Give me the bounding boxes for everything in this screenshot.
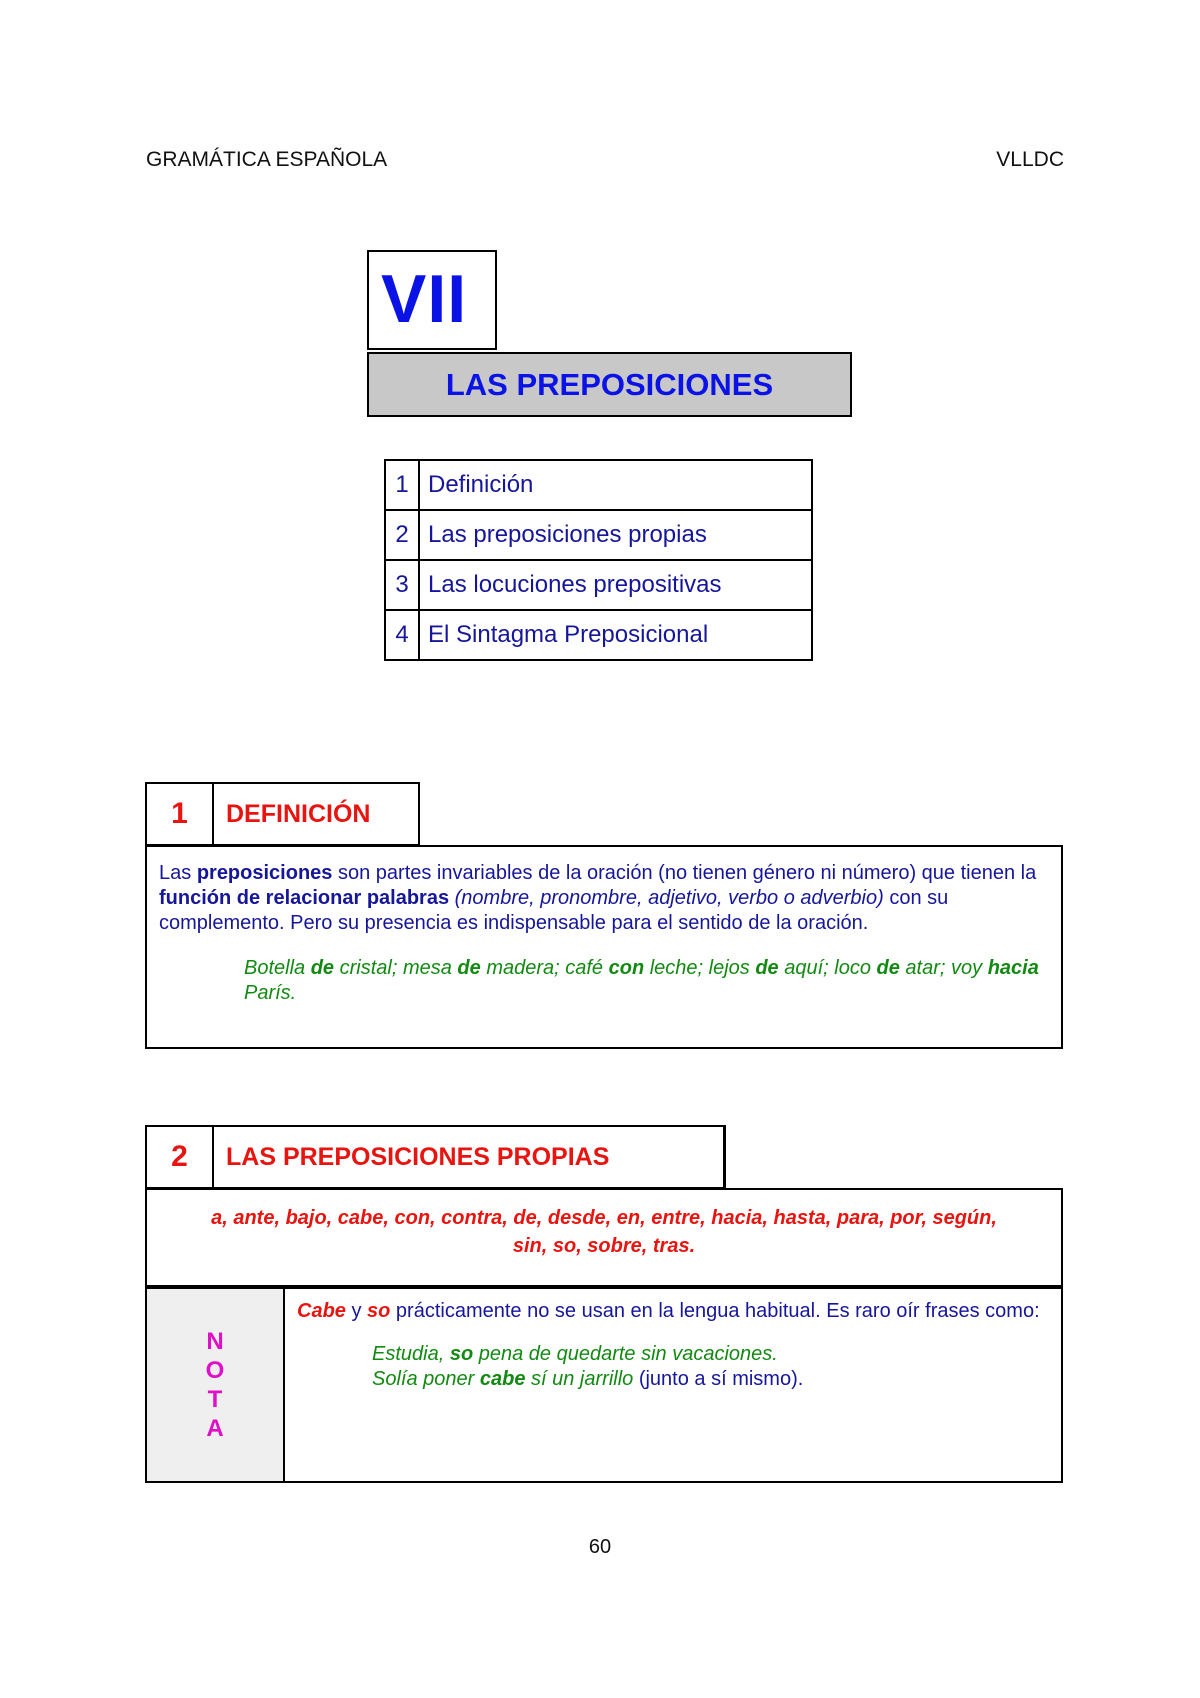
bold-term: cabe bbox=[479, 1368, 526, 1390]
toc-number: 4 bbox=[385, 610, 419, 660]
definition-example bbox=[244, 956, 1049, 1006]
chapter-number-box bbox=[367, 250, 497, 350]
section2-number-box bbox=[145, 1125, 214, 1189]
page-number: 60 bbox=[588, 1536, 612, 1558]
chapter-title: LAS PREPOSICIONES bbox=[445, 366, 774, 402]
toc-label: Las preposiciones propias bbox=[419, 510, 812, 560]
prepositions-list-box bbox=[145, 1188, 1063, 1288]
section2-title-box bbox=[212, 1125, 726, 1189]
text-run: son partes invariables de la oración (no tienen género ni número) que tienen la bbox=[332, 862, 1037, 884]
nota-letter: N bbox=[206, 1328, 224, 1355]
chapter-number: VII bbox=[381, 261, 468, 337]
bold-term: con bbox=[608, 957, 645, 979]
text-run: atar; voy bbox=[899, 957, 988, 979]
bold-term: de bbox=[310, 957, 335, 979]
nota-letter: A bbox=[206, 1415, 224, 1442]
text-run: madera; café bbox=[480, 957, 609, 979]
toc-row bbox=[385, 510, 812, 560]
toc-number: 1 bbox=[385, 460, 419, 510]
nota-box bbox=[145, 1287, 1063, 1483]
toc-label: Las locuciones prepositivas bbox=[419, 560, 812, 610]
text-run: cristal; mesa bbox=[334, 957, 458, 979]
nota-example-1 bbox=[372, 1342, 1049, 1367]
section1-title-box bbox=[212, 782, 420, 846]
gloss-text: (junto a sí mismo). bbox=[633, 1368, 804, 1390]
nota-label bbox=[147, 1289, 285, 1481]
italic-text: (nombre, pronombre, adjetivo, verbo o adverbio) bbox=[449, 887, 884, 909]
toc-row bbox=[385, 460, 812, 510]
text-run: Solía poner bbox=[372, 1368, 480, 1390]
bold-term: función de relacionar palabras bbox=[159, 887, 450, 909]
text-run: leche; lejos bbox=[644, 957, 756, 979]
toc-row bbox=[385, 560, 812, 610]
text-run: París. bbox=[244, 982, 297, 1004]
toc-label: El Sintagma Preposicional bbox=[419, 610, 812, 660]
bold-term: de bbox=[755, 957, 779, 979]
toc-number: 2 bbox=[385, 510, 419, 560]
section2-number: 2 bbox=[171, 1140, 188, 1173]
text-run: pena de quedarte sin vacaciones. bbox=[473, 1343, 778, 1365]
nota-paragraph bbox=[297, 1299, 1049, 1324]
text-run: Botella bbox=[244, 957, 311, 979]
text-run: sí un jarrillo bbox=[525, 1368, 634, 1390]
table-of-contents bbox=[384, 459, 813, 661]
definition-paragraph bbox=[159, 861, 1049, 936]
text-run: Las bbox=[159, 862, 197, 884]
section1-number: 1 bbox=[171, 797, 188, 830]
text-run: con su complemento. Pero su presencia es indispensable para el sentido de la oración. bbox=[159, 887, 949, 934]
bold-term: preposiciones bbox=[196, 862, 333, 884]
nota-content bbox=[285, 1289, 1061, 1481]
text-run: Estudia, bbox=[372, 1343, 450, 1365]
nota-letter: O bbox=[205, 1357, 225, 1384]
prepositions-line-2: sin, so, sobre, tras. bbox=[512, 1235, 696, 1257]
text-run: aquí; loco bbox=[778, 957, 877, 979]
bold-term: so bbox=[449, 1343, 474, 1365]
nota-term-so: so bbox=[367, 1300, 391, 1322]
section1-body bbox=[145, 845, 1063, 1049]
toc-label: Definición bbox=[419, 460, 812, 510]
bold-term: de bbox=[457, 957, 481, 979]
header-left: GRAMÁTICA ESPAÑOLA bbox=[146, 148, 388, 171]
nota-term-cabe: Cabe bbox=[297, 1300, 346, 1322]
nota-example-2 bbox=[372, 1367, 1049, 1392]
toc-number: 3 bbox=[385, 560, 419, 610]
prepositions-line-1: a, ante, bajo, cabe, con, contra, de, desde, en, entre, hacia, hasta, para, por, según, bbox=[211, 1207, 997, 1229]
header-right: VLLDC bbox=[996, 148, 1064, 171]
toc-row bbox=[385, 610, 812, 660]
section2-title: LAS PREPOSICIONES PROPIAS bbox=[226, 1142, 610, 1171]
bold-term: de bbox=[876, 957, 900, 979]
text-run: y bbox=[345, 1300, 368, 1322]
text-run: prácticamente no se usan en la lengua habitual. Es raro oír frases como: bbox=[390, 1300, 1040, 1322]
section1-title: DEFINICIÓN bbox=[226, 799, 371, 828]
nota-examples bbox=[372, 1342, 1049, 1392]
section1-number-box bbox=[145, 782, 214, 846]
chapter-title-box bbox=[367, 352, 852, 417]
bold-term: hacia bbox=[987, 957, 1039, 979]
nota-letter: T bbox=[207, 1386, 223, 1413]
